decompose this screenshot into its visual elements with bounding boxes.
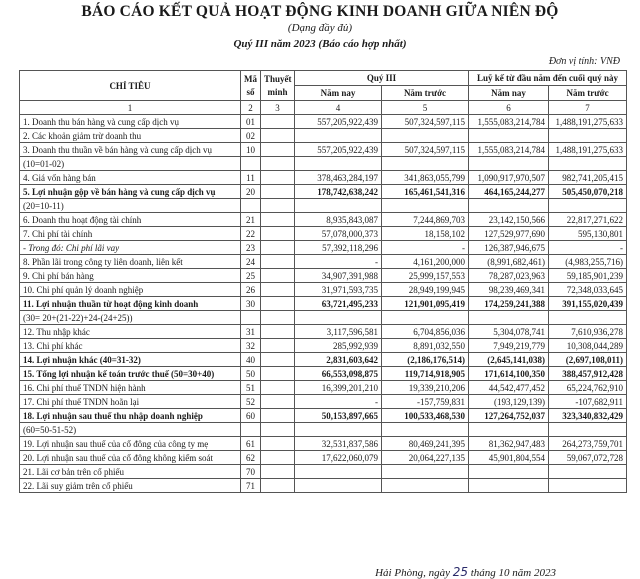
row-quarter-this-year: 3,117,596,581 (295, 325, 382, 339)
row-note (261, 283, 295, 297)
row-code: 25 (241, 269, 261, 283)
table-row (20, 437, 627, 451)
col-number: 5 (382, 101, 469, 115)
row-note (261, 325, 295, 339)
row-code: 24 (241, 255, 261, 269)
row-quarter-prev-year: -157,759,831 (382, 395, 469, 409)
row-ytd-this-year: 171,614,100,350 (469, 367, 549, 381)
row-note (261, 367, 295, 381)
row-note (261, 437, 295, 451)
row-label: 2. Các khoản giảm trừ doanh thu (20, 129, 241, 143)
row-ytd-prev-year: 59,067,072,728 (549, 451, 627, 465)
row-label: (60=50-51-52) (20, 423, 241, 437)
row-ytd-prev-year (549, 311, 627, 325)
col-number: 6 (469, 101, 549, 115)
row-code (241, 157, 261, 171)
table-row (20, 213, 627, 227)
row-quarter-prev-year: 507,324,597,115 (382, 143, 469, 157)
row-ytd-prev-year: (2,697,108,011) (549, 353, 627, 367)
row-quarter-this-year: 378,463,284,197 (295, 171, 382, 185)
table-row (20, 283, 627, 297)
row-ytd-this-year (469, 199, 549, 213)
row-ytd-prev-year: 982,741,205,415 (549, 171, 627, 185)
row-quarter-this-year: 32,531,837,586 (295, 437, 382, 451)
table-row (20, 171, 627, 185)
row-label: 14. Lợi nhuận khác (40=31-32) (20, 353, 241, 367)
row-label: 17. Chi phí thuế TNDN hoãn lại (20, 395, 241, 409)
table-row (20, 479, 627, 493)
row-ytd-prev-year: 72,348,033,645 (549, 283, 627, 297)
row-label: 8. Phần lãi trong công ty liên doanh, liên kết (20, 255, 241, 269)
row-code: 61 (241, 437, 261, 451)
row-label: 15. Tổng lợi nhuận kế toán trước thuế (50=30+40) (20, 367, 241, 381)
table-row (20, 199, 627, 213)
col-header-q-this-year: Năm nay (295, 86, 382, 101)
row-quarter-this-year (295, 479, 382, 493)
col-number: 2 (241, 101, 261, 115)
row-quarter-prev-year: 119,714,918,905 (382, 367, 469, 381)
row-code: 52 (241, 395, 261, 409)
row-label: 18. Lợi nhuận sau thuế thu nhập doanh nghiệp (20, 409, 241, 423)
table-row (20, 129, 627, 143)
row-ytd-prev-year: 65,224,762,910 (549, 381, 627, 395)
table-body (20, 115, 627, 493)
row-quarter-prev-year: (2,186,176,514) (382, 353, 469, 367)
table-row (20, 255, 627, 269)
row-label: 5. Lợi nhuận gộp về bán hàng và cung cấp dịch vụ (20, 185, 241, 199)
row-quarter-prev-year (382, 157, 469, 171)
row-quarter-prev-year: 8,891,032,550 (382, 339, 469, 353)
row-quarter-this-year (295, 129, 382, 143)
table-row (20, 241, 627, 255)
row-code: 50 (241, 367, 261, 381)
row-code: 31 (241, 325, 261, 339)
income-statement-table (19, 70, 627, 493)
row-ytd-prev-year: 1,488,191,275,633 (549, 115, 627, 129)
row-ytd-this-year (469, 465, 549, 479)
row-label: - Trong đó: Chi phí lãi vay (20, 241, 241, 255)
row-code: 30 (241, 297, 261, 311)
row-note (261, 451, 295, 465)
row-ytd-this-year: (8,991,682,461) (469, 255, 549, 269)
row-code: 21 (241, 213, 261, 227)
row-quarter-prev-year (382, 311, 469, 325)
row-note (261, 115, 295, 129)
row-note (261, 423, 295, 437)
col-header-ytd-prev-year: Năm trước (549, 86, 627, 101)
row-note (261, 465, 295, 479)
row-note (261, 185, 295, 199)
row-label: 13. Chi phí khác (20, 339, 241, 353)
row-ytd-prev-year: 1,488,191,275,633 (549, 143, 627, 157)
col-header-ytd: Luỹ kế từ đầu năm đến cuối quý này (469, 71, 627, 86)
row-note (261, 381, 295, 395)
table-row (20, 143, 627, 157)
row-label: (20=10-11) (20, 199, 241, 213)
date-day: 25 (452, 565, 468, 579)
row-ytd-this-year: 464,165,244,277 (469, 185, 549, 199)
row-quarter-this-year: 16,399,201,210 (295, 381, 382, 395)
row-code: 32 (241, 339, 261, 353)
row-code: 23 (241, 241, 261, 255)
row-quarter-prev-year: 165,461,541,316 (382, 185, 469, 199)
row-ytd-this-year: 44,542,477,452 (469, 381, 549, 395)
row-note (261, 213, 295, 227)
row-ytd-this-year: 1,090,917,970,507 (469, 171, 549, 185)
col-header-q-prev-year: Năm trước (382, 86, 469, 101)
row-label: (30= 20+(21-22)+24-(24+25)) (20, 311, 241, 325)
row-quarter-prev-year: 80,469,241,395 (382, 437, 469, 451)
row-ytd-prev-year (549, 199, 627, 213)
row-code: 10 (241, 143, 261, 157)
row-ytd-this-year: (2,645,141,038) (469, 353, 549, 367)
row-code: 62 (241, 451, 261, 465)
row-ytd-prev-year: 505,450,070,218 (549, 185, 627, 199)
row-quarter-this-year: 178,742,638,242 (295, 185, 382, 199)
col-header-indicator: CHỈ TIÊU (20, 71, 241, 101)
row-ytd-this-year: 81,362,947,483 (469, 437, 549, 451)
row-quarter-prev-year: 341,863,055,799 (382, 171, 469, 185)
row-label: 6. Doanh thu hoạt động tài chính (20, 213, 241, 227)
row-quarter-this-year: 57,078,000,373 (295, 227, 382, 241)
row-quarter-this-year (295, 157, 382, 171)
row-ytd-this-year: 98,239,469,341 (469, 283, 549, 297)
row-quarter-this-year (295, 311, 382, 325)
col-header-code: Mã số (241, 71, 261, 101)
row-ytd-this-year: 1,555,083,214,784 (469, 143, 549, 157)
row-ytd-this-year: 78,287,023,963 (469, 269, 549, 283)
row-label: 11. Lợi nhuận thuần từ hoạt động kinh doanh (20, 297, 241, 311)
date-place: Hải Phòng, ngày (375, 567, 450, 579)
row-label: 7. Chi phí tài chính (20, 227, 241, 241)
row-quarter-prev-year: 25,999,157,553 (382, 269, 469, 283)
row-ytd-prev-year: 391,155,020,439 (549, 297, 627, 311)
table-row (20, 185, 627, 199)
row-code: 22 (241, 227, 261, 241)
col-header-quarter: Quý III (295, 71, 469, 86)
row-ytd-this-year (469, 157, 549, 171)
table-row (20, 339, 627, 353)
row-ytd-prev-year (549, 465, 627, 479)
row-quarter-this-year (295, 465, 382, 479)
col-number: 1 (20, 101, 241, 115)
row-code: 02 (241, 129, 261, 143)
row-quarter-this-year: 57,392,118,296 (295, 241, 382, 255)
signature-date (375, 565, 556, 579)
table-row (20, 269, 627, 283)
date-rest: tháng 10 năm 2023 (470, 567, 556, 579)
row-quarter-this-year (295, 199, 382, 213)
col-header-ytd-this-year: Năm nay (469, 86, 549, 101)
row-code (241, 199, 261, 213)
row-note (261, 129, 295, 143)
row-quarter-this-year: 50,153,897,665 (295, 409, 382, 423)
row-ytd-this-year (469, 129, 549, 143)
row-quarter-prev-year: 6,704,856,036 (382, 325, 469, 339)
row-quarter-prev-year: - (382, 241, 469, 255)
row-ytd-prev-year: -107,682,911 (549, 395, 627, 409)
row-code: 26 (241, 283, 261, 297)
row-ytd-this-year: 1,555,083,214,784 (469, 115, 549, 129)
row-code: 71 (241, 479, 261, 493)
row-note (261, 479, 295, 493)
row-note (261, 297, 295, 311)
table-row (20, 157, 627, 171)
row-quarter-prev-year: 18,158,102 (382, 227, 469, 241)
col-number: 7 (549, 101, 627, 115)
row-quarter-this-year: 8,935,843,087 (295, 213, 382, 227)
row-quarter-this-year: 2,831,603,642 (295, 353, 382, 367)
row-code (241, 423, 261, 437)
row-note (261, 353, 295, 367)
row-note (261, 241, 295, 255)
row-label: (10=01-02) (20, 157, 241, 171)
row-label: 19. Lợi nhuận sau thuế của cổ đông của công ty mẹ (20, 437, 241, 451)
table-row (20, 423, 627, 437)
row-code: 60 (241, 409, 261, 423)
row-note (261, 171, 295, 185)
row-note (261, 157, 295, 171)
row-ytd-this-year: 45,901,804,554 (469, 451, 549, 465)
row-quarter-prev-year: 4,161,200,000 (382, 255, 469, 269)
row-quarter-this-year: - (295, 255, 382, 269)
row-code: 40 (241, 353, 261, 367)
row-note (261, 227, 295, 241)
row-quarter-this-year: 557,205,922,439 (295, 115, 382, 129)
row-ytd-prev-year (549, 479, 627, 493)
report-title: BÁO CÁO KẾT QUẢ HOẠT ĐỘNG KINH DOANH GIỮA NIÊN ĐỘ (81, 3, 559, 20)
row-note (261, 339, 295, 353)
row-note (261, 395, 295, 409)
row-ytd-prev-year: 323,340,832,429 (549, 409, 627, 423)
row-quarter-prev-year: 28,949,199,945 (382, 283, 469, 297)
row-quarter-prev-year: 100,533,468,530 (382, 409, 469, 423)
currency-unit: Đơn vị tính: VNĐ (548, 56, 620, 67)
row-quarter-this-year (295, 423, 382, 437)
row-code: 51 (241, 381, 261, 395)
table-row (20, 465, 627, 479)
row-ytd-this-year (469, 423, 549, 437)
row-quarter-prev-year: 121,901,095,419 (382, 297, 469, 311)
row-quarter-prev-year (382, 479, 469, 493)
table-row (20, 115, 627, 129)
table-row (20, 325, 627, 339)
row-quarter-this-year: 557,205,922,439 (295, 143, 382, 157)
row-label: 9. Chi phí bán hàng (20, 269, 241, 283)
row-code: 11 (241, 171, 261, 185)
row-quarter-this-year: 63,721,495,233 (295, 297, 382, 311)
table-row (20, 451, 627, 465)
row-ytd-prev-year: (4,983,255,716) (549, 255, 627, 269)
table-row (20, 227, 627, 241)
row-note (261, 255, 295, 269)
row-quarter-prev-year (382, 465, 469, 479)
table-row (20, 297, 627, 311)
report-period: Quý III năm 2023 (Báo cáo hợp nhất) (233, 38, 407, 50)
row-label: 4. Giá vốn hàng bán (20, 171, 241, 185)
row-quarter-this-year: 285,992,939 (295, 339, 382, 353)
row-ytd-prev-year: - (549, 241, 627, 255)
row-label: 1. Doanh thu bán hàng và cung cấp dịch vụ (20, 115, 241, 129)
row-code: 70 (241, 465, 261, 479)
row-quarter-prev-year: 20,064,227,135 (382, 451, 469, 465)
row-quarter-prev-year: 507,324,597,115 (382, 115, 469, 129)
row-quarter-prev-year: 7,244,869,703 (382, 213, 469, 227)
row-code (241, 311, 261, 325)
row-label: 20. Lợi nhuận sau thuế của cổ đông không kiểm soát (20, 451, 241, 465)
row-note (261, 409, 295, 423)
row-ytd-this-year: 23,142,150,566 (469, 213, 549, 227)
row-ytd-prev-year: 388,457,912,428 (549, 367, 627, 381)
table-row (20, 367, 627, 381)
row-label: 10. Chi phí quản lý doanh nghiệp (20, 283, 241, 297)
table-row (20, 409, 627, 423)
row-ytd-prev-year: 7,610,936,278 (549, 325, 627, 339)
row-ytd-this-year: 127,264,752,037 (469, 409, 549, 423)
col-number: 3 (261, 101, 295, 115)
row-label: 21. Lãi cơ bản trên cổ phiếu (20, 465, 241, 479)
row-label: 12. Thu nhập khác (20, 325, 241, 339)
row-quarter-prev-year: 19,339,210,206 (382, 381, 469, 395)
row-label: 22. Lãi suy giảm trên cổ phiếu (20, 479, 241, 493)
row-quarter-this-year: - (295, 395, 382, 409)
row-ytd-this-year (469, 479, 549, 493)
row-ytd-prev-year: 264,273,759,701 (549, 437, 627, 451)
row-ytd-prev-year: 10,308,044,289 (549, 339, 627, 353)
row-quarter-this-year: 31,971,593,735 (295, 283, 382, 297)
row-quarter-this-year: 17,622,060,079 (295, 451, 382, 465)
row-note (261, 199, 295, 213)
row-quarter-prev-year (382, 129, 469, 143)
row-quarter-this-year: 66,553,098,875 (295, 367, 382, 381)
row-ytd-this-year: 127,529,977,690 (469, 227, 549, 241)
row-label: 3. Doanh thu thuần về bán hàng và cung cấp dịch vụ (20, 143, 241, 157)
row-ytd-prev-year (549, 157, 627, 171)
row-note (261, 269, 295, 283)
table-row (20, 395, 627, 409)
table-row (20, 353, 627, 367)
row-note (261, 311, 295, 325)
col-header-note: Thuyết minh (261, 71, 295, 101)
row-ytd-this-year: 5,304,078,741 (469, 325, 549, 339)
col-number: 4 (295, 101, 382, 115)
row-ytd-prev-year: 22,817,271,622 (549, 213, 627, 227)
row-ytd-this-year: 174,259,241,388 (469, 297, 549, 311)
row-note (261, 143, 295, 157)
table-row (20, 311, 627, 325)
row-ytd-prev-year: 59,185,901,239 (549, 269, 627, 283)
row-ytd-this-year: 7,949,219,779 (469, 339, 549, 353)
row-ytd-prev-year (549, 423, 627, 437)
row-quarter-prev-year (382, 423, 469, 437)
row-ytd-this-year: 126,387,946,675 (469, 241, 549, 255)
row-quarter-prev-year (382, 199, 469, 213)
row-ytd-this-year: (193,129,139) (469, 395, 549, 409)
row-ytd-prev-year (549, 129, 627, 143)
row-code: 01 (241, 115, 261, 129)
table-row (20, 381, 627, 395)
row-quarter-this-year: 34,907,391,988 (295, 269, 382, 283)
row-label: 16. Chi phí thuế TNDN hiện hành (20, 381, 241, 395)
row-ytd-this-year (469, 311, 549, 325)
report-subtitle: (Dạng đầy đủ) (287, 22, 353, 34)
row-ytd-prev-year: 595,130,801 (549, 227, 627, 241)
row-code: 20 (241, 185, 261, 199)
